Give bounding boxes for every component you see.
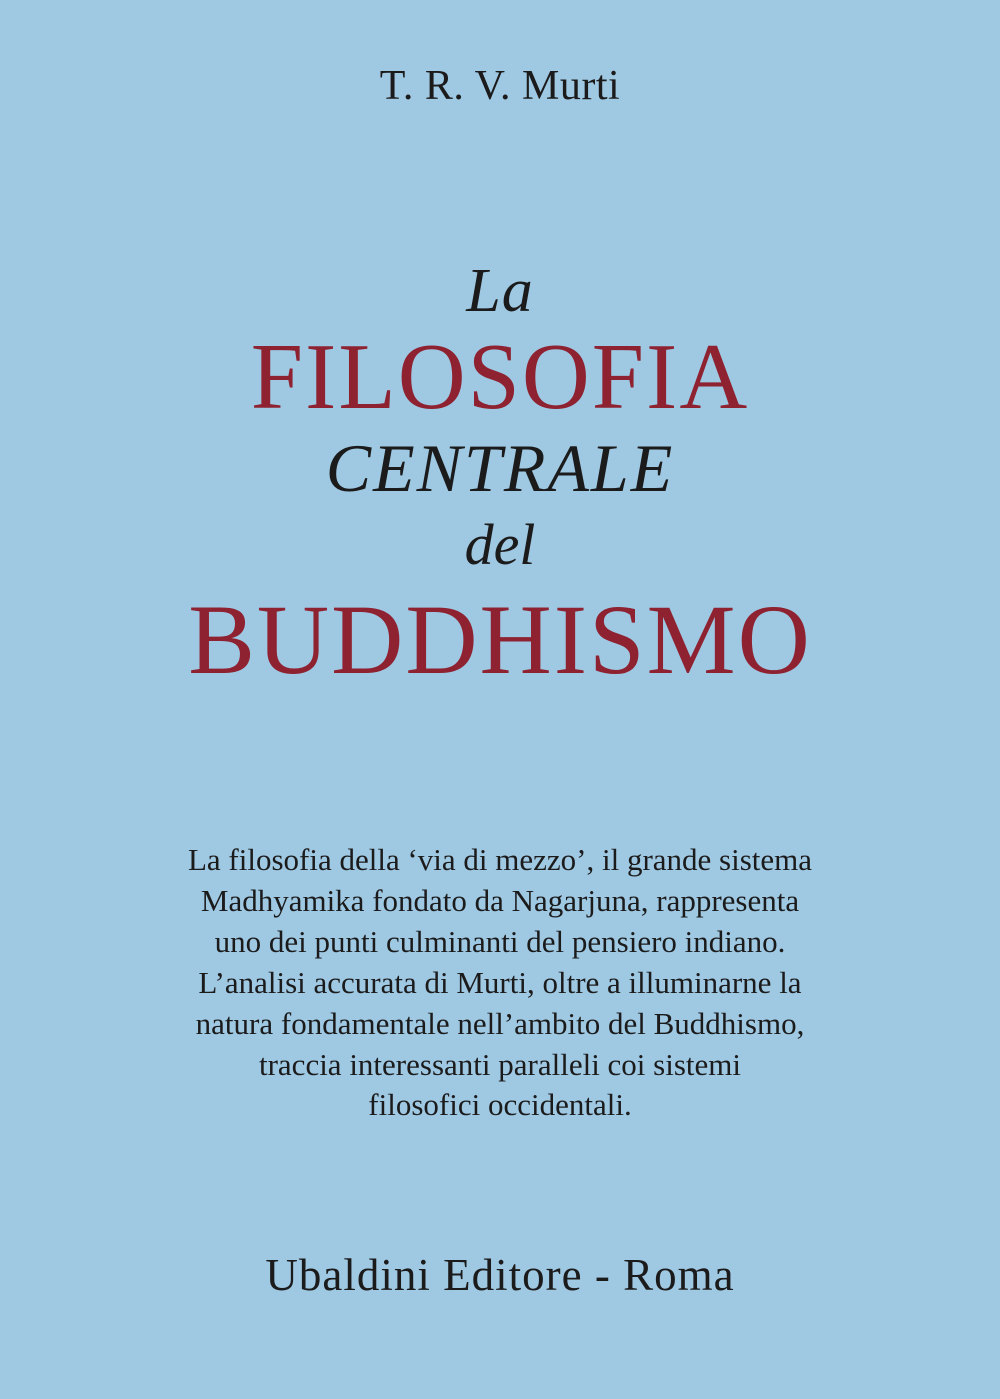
- publisher-imprint: Ubaldini Editore - Roma: [265, 1250, 735, 1300]
- blurb-line: La filosofia della ‘via di mezzo’, il grande sistema: [187, 842, 813, 877]
- title-line-filosofia: FILOSOFIA: [250, 325, 750, 429]
- blurb-line: uno dei punti culminanti del pensiero indiano.: [214, 923, 786, 959]
- book-title: [0, 257, 1000, 695]
- title-line-la: La: [466, 257, 534, 325]
- title-line-del: del: [464, 512, 536, 577]
- blurb-line: Madhyamika fondato da Nagarjuna, rappresenta: [200, 882, 800, 918]
- blurb-line: traccia interessanti paralleli coi sistemi: [258, 1046, 742, 1082]
- title-line-buddhismo: BUDDHISMO: [188, 584, 812, 695]
- blurb-line: L’analisi accurata di Murti, oltre a illuminarne la: [198, 964, 802, 1000]
- blurb-line: filosofici occidentali.: [368, 1087, 632, 1123]
- cover-blurb: [130, 840, 870, 1126]
- author-name: T. R. V. Murti: [379, 63, 621, 109]
- blurb-line: natura fondamentale nell’ambito del Buddhismo,: [195, 1005, 805, 1041]
- title-line-centrale: CENTRALE: [325, 430, 675, 506]
